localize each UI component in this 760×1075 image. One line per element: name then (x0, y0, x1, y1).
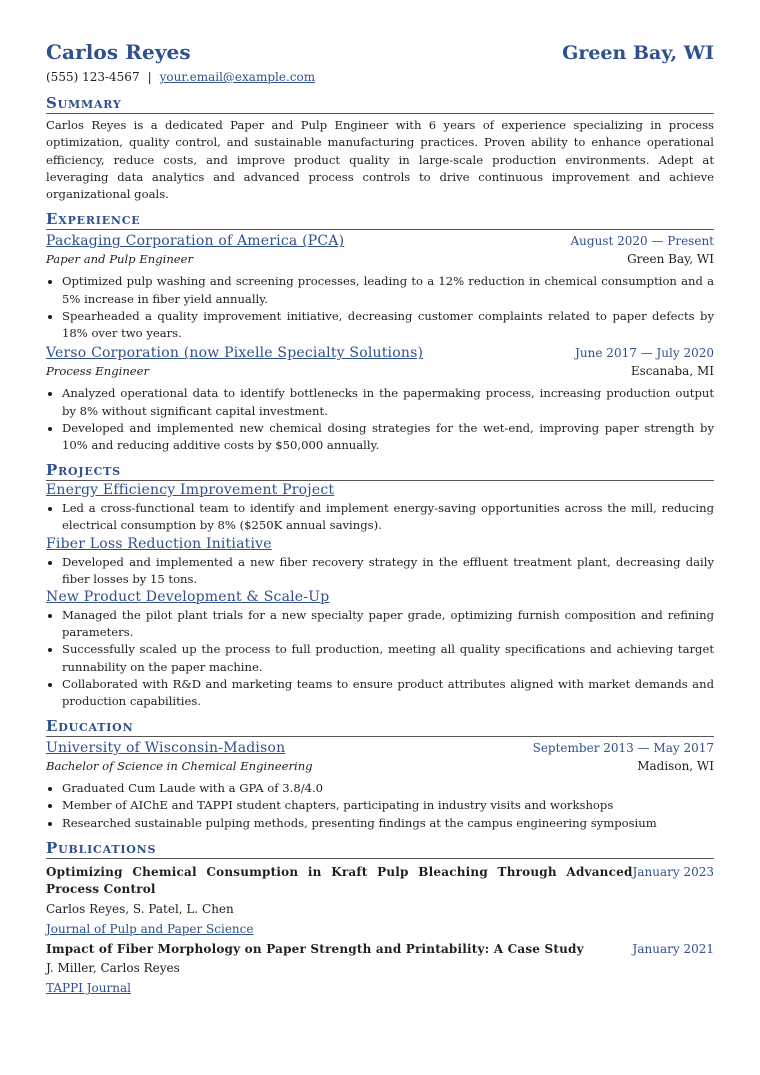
bullet-item: • Developed and implemented new chemical dosing strategies for the wet-end, improving paper strength by 10% and reducing additive costs by $50,000 annually. (62, 420, 714, 454)
company-link[interactable]: Packaging Corporation of America (PCA) (46, 233, 345, 250)
publication-date: January 2021 (632, 941, 714, 956)
bullet-item: • Analyzed operational data to identify bottlenecks in the papermaking process, increasing production output by 8% without significant capital investment. (62, 385, 714, 419)
publication-venue-link[interactable]: TAPPI Journal (46, 981, 131, 996)
project-title-link[interactable]: Energy Efficiency Improvement Project (46, 482, 335, 499)
education-bullets (46, 780, 714, 832)
publication-entry (46, 864, 714, 940)
job-entry (46, 233, 714, 342)
publication-entry (46, 941, 714, 1000)
candidate-location: Green Bay, WI (562, 42, 714, 64)
resume-header (46, 40, 714, 68)
project-bullets (46, 554, 714, 588)
company-link[interactable]: Verso Corporation (now Pixelle Specialty Solutions) (46, 345, 424, 362)
email-link[interactable]: your.email@example.com (159, 70, 316, 84)
publication-authors: Carlos Reyes, S. Patel, L. Chen (46, 901, 234, 916)
bullet-item: • Developed and implemented a new fiber recovery strategy in the effluent treatment plant, decreasing daily fiber losses by 15 tons. (62, 554, 714, 588)
job-role: Paper and Pulp Engineer (46, 252, 194, 267)
bullet-item: • Successfully scaled up the process to full production, meeting all quality specifications and achieving target runnability on the paper machine. (62, 641, 714, 675)
publication-authors: J. Miller, Carlos Reyes (46, 961, 180, 976)
project-bullets (46, 607, 714, 710)
job-role: Process Engineer (46, 364, 150, 379)
project-title-link[interactable]: New Product Development & Scale-Up (46, 588, 330, 605)
job-dates: August 2020 — Present (570, 234, 714, 249)
publications-heading: Publications (46, 839, 714, 859)
education-dates: September 2013 — May 2017 (532, 741, 714, 756)
bullet-item: • Member of AIChE and TAPPI student chapters, participating in industry visits and workshops (62, 797, 714, 814)
summary-heading: Summary (46, 94, 714, 114)
contact-separator: | (147, 70, 152, 84)
bullet-item: • Optimized pulp washing and screening processes, leading to a 12% reduction in chemical consumption and a 5% increase in fiber yield annually. (62, 273, 714, 307)
job-bullets (46, 273, 714, 342)
bullet-item: • Researched sustainable pulping methods, presenting findings at the campus engineering symposium (62, 815, 714, 832)
education-location: Madison, WI (637, 759, 714, 774)
education-heading: Education (46, 717, 714, 737)
publication-venue-link[interactable]: Journal of Pulp and Paper Science (46, 921, 254, 936)
publication-title: Impact of Fiber Morphology on Paper Strength and Printability: A Case Study (46, 941, 584, 956)
job-bullets (46, 385, 714, 454)
bullet-item: • Collaborated with R&D and marketing teams to ensure product attributes aligned with market demands and production capabilities. (62, 676, 714, 710)
bullet-item: • Led a cross-functional team to identify and implement energy-saving opportunities across the mill, reducing electrical consumption by 8% ($250K annual savings). (62, 500, 714, 534)
job-location: Green Bay, WI (627, 252, 714, 267)
summary-text: Carlos Reyes is a dedicated Paper and Pulp Engineer with 6 years of experience specializing in process optimization, quality control, and sustainable manufacturing practices. Proven ability to enhance operational efficiency, reduce costs, and improve product quality in large-scale production environments. Adept at leveraging data analytics and advanced process controls to drive continuous improvement and achieve organizational goals. (46, 118, 714, 202)
publication-date: January 2023 (632, 864, 714, 879)
project-bullets (46, 500, 714, 534)
candidate-name: Carlos Reyes (46, 40, 191, 64)
job-entry (46, 345, 714, 454)
bullet-item: • Spearheaded a quality improvement initiative, decreasing customer complaints related to paper defects by 18% over two years. (62, 308, 714, 342)
bullet-item: • Graduated Cum Laude with a GPA of 3.8/4.0 (62, 780, 714, 797)
projects-heading: Projects (46, 461, 714, 481)
job-dates: June 2017 — July 2020 (575, 346, 714, 361)
publication-title: Optimizing Chemical Consumption in Kraft Pulp Bleaching Through Advanced Process Control (46, 864, 633, 897)
job-location: Escanaba, MI (630, 364, 714, 379)
contact-line (46, 70, 714, 87)
bullet-item: • Managed the pilot plant trials for a new specialty paper grade, optimizing furnish composition and refining parameters. (62, 607, 714, 641)
project-title-link[interactable]: Fiber Loss Reduction Initiative (46, 535, 272, 552)
phone-number: (555) 123-4567 (46, 70, 140, 84)
school-link[interactable]: University of Wisconsin-Madison (46, 740, 286, 757)
degree: Bachelor of Science in Chemical Engineering (46, 759, 313, 774)
education-entry (46, 740, 714, 832)
experience-heading: Experience (46, 210, 714, 230)
